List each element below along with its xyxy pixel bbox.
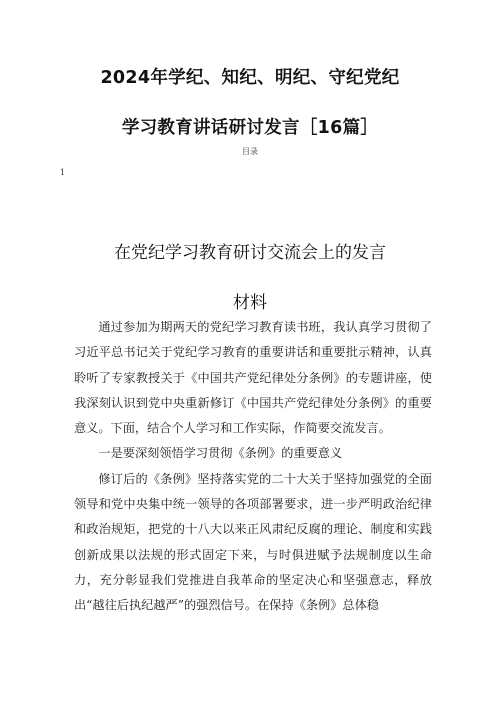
body-text (74, 315, 432, 619)
section-title: 在党纪学习教育研讨交流会上的发言 (114, 243, 386, 263)
paragraph-body-1: 修订后的《条例》坚持落实党的二十大关于坚持加强党的全面领导和党中央集中统一领导的各项部署要求，进一步严明政治纪律和政治规矩，把党的十八大以来正风肃纪反腐的理论、制度和实践创新成果以法规的形式固定下来，与时俱进赋予法规制度以生命力，充分彰显我们党推进自我革命的坚定决心和坚强意志，释放出“越往后执纪越严”的强烈信号。在保持《条例》总体稳 (74, 471, 432, 613)
document-title-line-1: 2024年学纪、知纪、明纪、守纪党纪 (100, 68, 400, 88)
toc-heading: 目录 (242, 147, 258, 156)
paragraph-heading-1: 一是要深刻领悟学习贯彻《条例》的重要意义 (98, 446, 343, 461)
paragraph-intro: 通过参加为期两天的党纪学习教育读书班，我认真学习贯彻了习近平总书记关于党纪学习教育的重要讲话和重要批示精神，认真聆听了专家教授关于《中国共产党纪律处分条例》的专题讲座，使我深刻认识到党中央重新修订《中国共产党纪律处分条例》的重要意义。下面，结合个人学习和工作实际，作简要交流发言。 (74, 320, 432, 436)
section-subtitle: 材料 (233, 293, 267, 313)
toc-page-number: 1 (60, 168, 66, 177)
document-title-line-2: 学习教育讲话研讨发言［16篇］ (121, 118, 379, 138)
